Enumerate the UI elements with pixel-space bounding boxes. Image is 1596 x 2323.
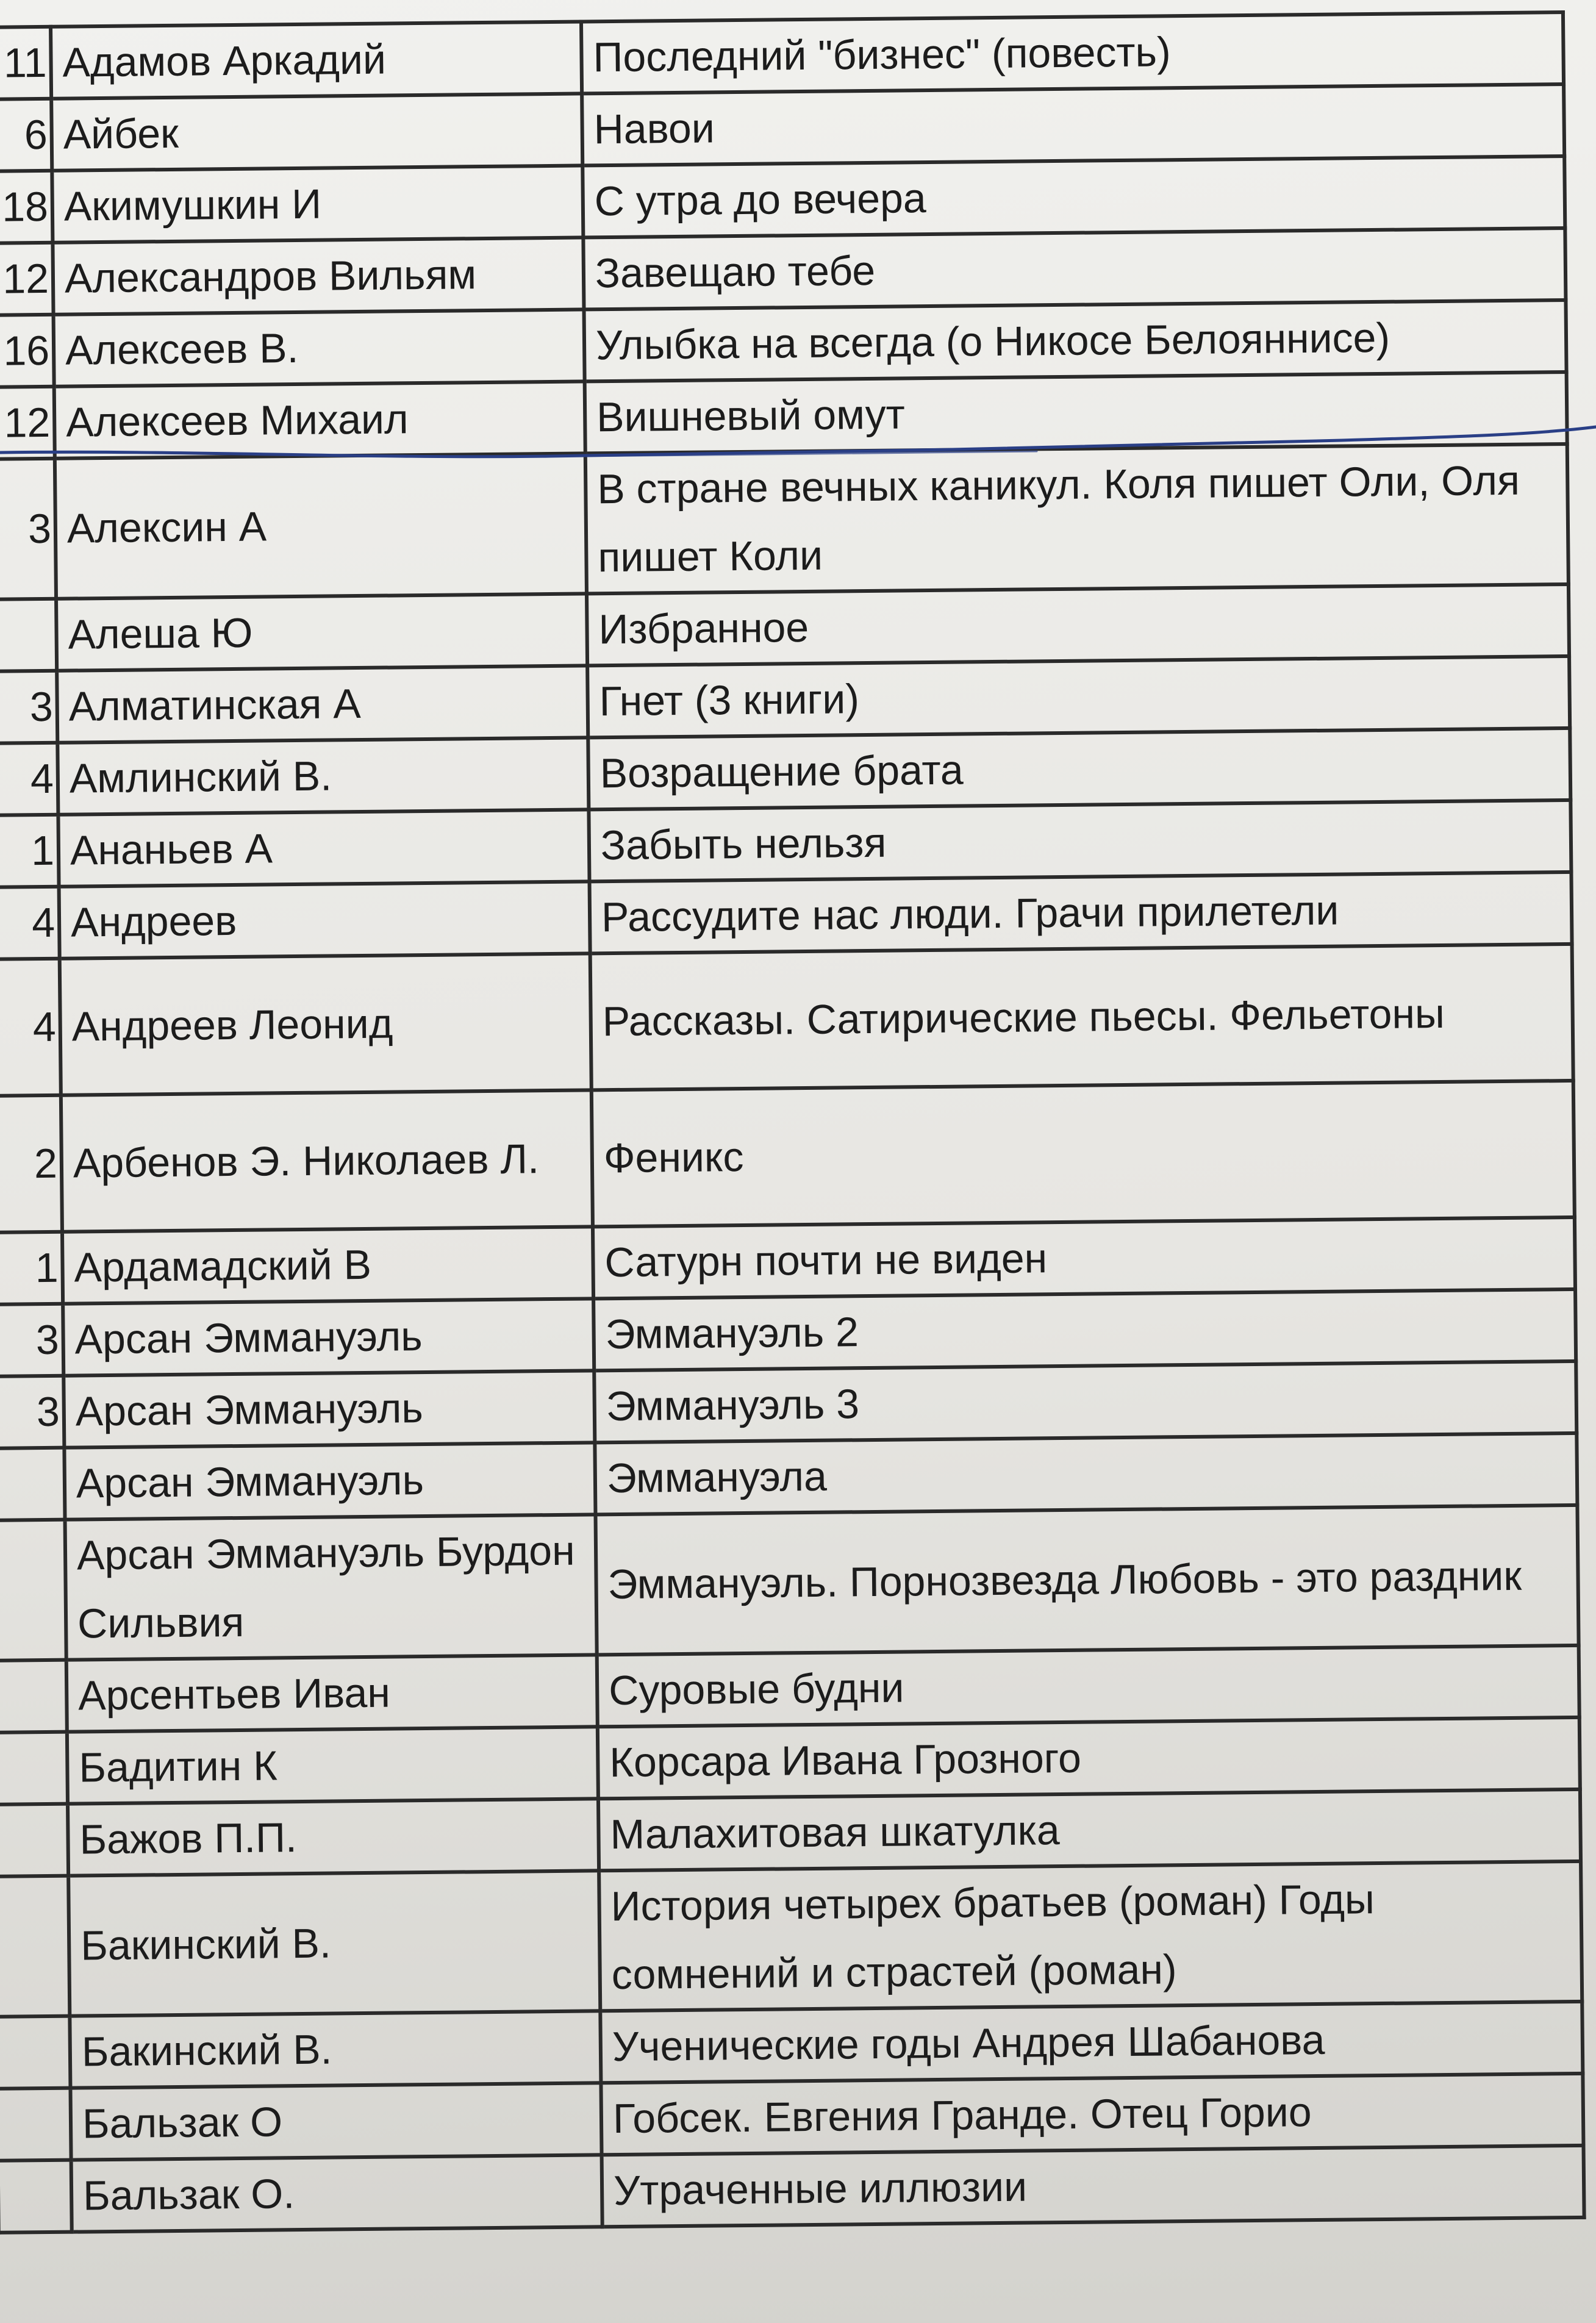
title-cell: Ученические годы Андрея Шабанова — [600, 2002, 1583, 2083]
title-cell: В стране вечных каникул. Коля пишет Оли, Оля пишет Коли — [585, 444, 1569, 593]
row-number — [0, 2016, 70, 2089]
author-cell: Александров Вильям — [52, 237, 584, 314]
author-cell: Арсан Эммануэль — [63, 1370, 595, 1447]
title-cell: Корсара Ивана Грозного — [598, 1717, 1580, 1799]
title-cell: История четырех братьев (роман) Годы сомнений и страстей (роман) — [599, 1861, 1582, 2011]
row-number: 11 — [0, 27, 51, 99]
table-row — [0, 1081, 1575, 1233]
title-cell: Сатурн почти не виден — [593, 1217, 1575, 1298]
row-number: 4 — [0, 743, 58, 815]
title-cell: Вишневый омут — [585, 372, 1567, 453]
title-cell: Гнет (3 книги) — [587, 656, 1570, 737]
title-cell: Эммануэль 3 — [594, 1361, 1576, 1442]
row-number — [0, 599, 57, 671]
row-number: 4 — [0, 959, 61, 1096]
author-cell: Арсан Эммануэль — [64, 1442, 595, 1519]
row-number — [0, 1448, 65, 1520]
book-list-table — [0, 10, 1586, 2235]
title-cell: Эммануэль. Порнозвезда Любовь - это раздник — [595, 1505, 1578, 1655]
row-number: 2 — [0, 1095, 62, 1233]
row-number — [0, 2160, 72, 2233]
title-cell: Завещаю тебе — [583, 228, 1566, 309]
table-row — [0, 2146, 1584, 2233]
title-cell: Избранное — [587, 584, 1569, 665]
title-cell: Феникс — [592, 1081, 1575, 1226]
author-cell: Андреев — [59, 881, 590, 958]
book-list-body — [0, 12, 1584, 2233]
row-number: 3 — [0, 671, 57, 743]
title-cell: Навои — [582, 84, 1564, 165]
author-cell: Алексеев Михаил — [54, 381, 585, 458]
author-cell: Алексин А — [55, 453, 587, 598]
author-cell: Арсан Эммануэль Бурдон Сильвия — [65, 1514, 597, 1659]
table-row — [0, 1861, 1582, 2017]
row-number: 12 — [0, 387, 55, 459]
row-number: 12 — [0, 243, 54, 315]
row-number: 1 — [0, 815, 59, 887]
author-cell: Андреев Леонид — [60, 953, 592, 1095]
author-cell: Бакинский В. — [68, 1870, 600, 2016]
author-cell: Ананьев А — [58, 809, 589, 886]
author-cell: Алеша Ю — [56, 593, 587, 670]
row-number: 16 — [0, 315, 54, 387]
title-cell: Суровые будни — [597, 1645, 1580, 1727]
author-cell: Амлинский В. — [57, 737, 589, 814]
author-cell: Арсентьев Иван — [66, 1655, 598, 1731]
row-number — [0, 2088, 71, 2161]
title-cell: Рассказы. Сатирические пьесы. Фельетоны — [590, 944, 1573, 1090]
row-number: 1 — [0, 1232, 63, 1305]
row-number — [0, 1660, 67, 1733]
title-cell: Эммануэла — [595, 1433, 1577, 1514]
title-cell: Утраченные иллюзии — [602, 2146, 1584, 2227]
table-row — [0, 944, 1573, 1096]
author-cell: Ардамадский В — [62, 1226, 593, 1303]
row-number: 18 — [0, 171, 52, 243]
author-cell: Бальзак О — [70, 2083, 601, 2160]
title-cell: С утра до вечера — [582, 156, 1565, 237]
row-number — [0, 1732, 68, 1805]
row-number — [0, 1876, 70, 2017]
row-number: 6 — [0, 99, 52, 171]
row-number: 3 — [0, 459, 56, 600]
title-cell: Улыбка на всегда (о Никосе Белояннисе) — [584, 300, 1567, 381]
author-cell: Бажов П.П. — [68, 1799, 599, 1875]
title-cell: Гобсек. Евгения Гранде. Отец Горио — [601, 2074, 1583, 2155]
table-row — [0, 1505, 1579, 1661]
title-cell: Последний "бизнес" (повесть) — [581, 12, 1564, 93]
title-cell: Эммануэль 2 — [593, 1289, 1576, 1370]
title-cell: Забыть нельзя — [589, 800, 1571, 881]
author-cell: Арбенов Э. Николаев Л. — [61, 1090, 593, 1231]
author-cell: Бальзак О. — [71, 2155, 603, 2232]
row-number — [0, 1520, 66, 1661]
row-number — [0, 1804, 68, 1877]
author-cell: Алматинская А — [57, 665, 588, 742]
title-cell: Малахитовая шкатулка — [598, 1789, 1581, 1870]
author-cell: Адамов Аркадий — [51, 21, 582, 98]
author-cell: Айбек — [51, 93, 582, 170]
table-row — [0, 444, 1569, 600]
title-cell: Возращение брата — [588, 728, 1570, 809]
author-cell: Алексеев В. — [54, 309, 585, 386]
row-number: 4 — [0, 887, 60, 959]
title-cell: Рассудите нас люди. Грачи прилетели — [590, 872, 1572, 953]
row-number: 3 — [0, 1304, 63, 1376]
author-cell: Арсан Эммануэль — [63, 1298, 594, 1375]
author-cell: Бакинский В. — [70, 2011, 601, 2088]
row-number: 3 — [0, 1376, 64, 1448]
author-cell: Бадитин К — [67, 1727, 598, 1803]
author-cell: Акимушкин И — [52, 165, 583, 242]
